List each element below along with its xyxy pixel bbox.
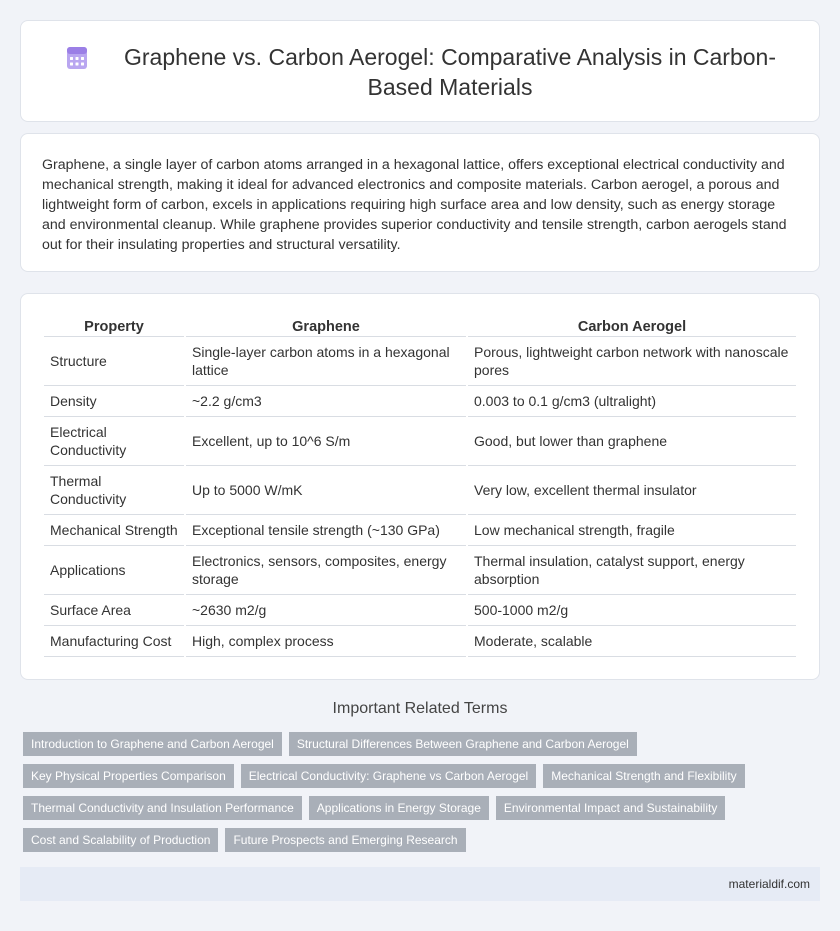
aerogel-cell: Porous, lightweight carbon network with nanoscale pores (468, 337, 796, 386)
table-row (44, 417, 796, 466)
table-header-row (44, 315, 796, 337)
table-row (44, 546, 796, 595)
property-cell: Mechanical Strength (44, 515, 184, 546)
graphene-cell: ~2.2 g/cm3 (186, 386, 466, 417)
related-term-tag[interactable]: Mechanical Strength and Flexibility (543, 764, 744, 788)
related-term-tag[interactable]: Introduction to Graphene and Carbon Aerogel (23, 732, 282, 756)
title-card (20, 20, 820, 122)
aerogel-cell: Good, but lower than graphene (468, 417, 796, 466)
aerogel-cell: Very low, excellent thermal insulator (468, 466, 796, 515)
property-cell: Thermal Conductivity (44, 466, 184, 515)
table-row (44, 515, 796, 546)
table-row (44, 626, 796, 657)
graphene-cell: ~2630 m2/g (186, 595, 466, 626)
property-cell: Applications (44, 546, 184, 595)
header-carbon-aerogel: Carbon Aerogel (468, 315, 796, 337)
header-graphene: Graphene (186, 315, 466, 337)
intro-card (20, 133, 820, 272)
related-term-tag[interactable]: Future Prospects and Emerging Research (225, 828, 465, 852)
related-term-tag[interactable]: Cost and Scalability of Production (23, 828, 218, 852)
aerogel-cell: Moderate, scalable (468, 626, 796, 657)
intro-paragraph: Graphene, a single layer of carbon atoms arranged in a hexagonal lattice, offers exceptional electrical conductivity and mechanical strength, making it ideal for advanced electronics and composite materials. Carbon aerogel, a porous and lightweight form of carbon, excels in applications requiring high surface area and low density, such as energy storage and environmental cleanup. While graphene provides superior conductivity and tensile strength, carbon aerogels stand out for their insulating properties and structural versatility. (42, 157, 787, 253)
related-term-tag[interactable]: Thermal Conductivity and Insulation Performance (23, 796, 302, 820)
related-term-tag[interactable]: Electrical Conductivity: Graphene vs Carbon Aerogel (241, 764, 536, 788)
related-terms-list (23, 732, 823, 860)
graphene-cell: Exceptional tensile strength (~130 GPa) (186, 515, 466, 546)
property-cell: Electrical Conductivity (44, 417, 184, 466)
property-cell: Surface Area (44, 595, 184, 626)
header-property: Property (44, 315, 184, 337)
aerogel-cell: 500-1000 m2/g (468, 595, 796, 626)
graphene-cell: Up to 5000 W/mK (186, 466, 466, 515)
aerogel-cell: Thermal insulation, catalyst support, energy absorption (468, 546, 796, 595)
table-row (44, 337, 796, 386)
related-term-tag[interactable]: Key Physical Properties Comparison (23, 764, 234, 788)
aerogel-cell: 0.003 to 0.1 g/cm3 (ultralight) (468, 386, 796, 417)
graphene-cell: Single-layer carbon atoms in a hexagonal lattice (186, 337, 466, 386)
property-cell: Manufacturing Cost (44, 626, 184, 657)
related-term-tag[interactable]: Applications in Energy Storage (309, 796, 489, 820)
property-cell: Structure (44, 337, 184, 386)
graphene-cell: High, complex process (186, 626, 466, 657)
footer (20, 867, 820, 901)
comparison-table (42, 315, 798, 657)
related-term-tag[interactable]: Structural Differences Between Graphene and Carbon Aerogel (289, 732, 637, 756)
footer-site-name: materialdif.com (728, 877, 810, 891)
table-row (44, 466, 796, 515)
related-terms-heading: Important Related Terms (332, 700, 508, 717)
graphene-cell: Electronics, sensors, composites, energy storage (186, 546, 466, 595)
aerogel-cell: Low mechanical strength, fragile (468, 515, 796, 546)
table-row (44, 386, 796, 417)
graphene-cell: Excellent, up to 10^6 S/m (186, 417, 466, 466)
related-term-tag[interactable]: Environmental Impact and Sustainability (496, 796, 725, 820)
page-title: Graphene vs. Carbon Aerogel: Comparative Analysis in Carbon-Based Materials (123, 44, 776, 100)
comparison-card (20, 293, 820, 680)
property-cell: Density (44, 386, 184, 417)
table-row (44, 595, 796, 626)
